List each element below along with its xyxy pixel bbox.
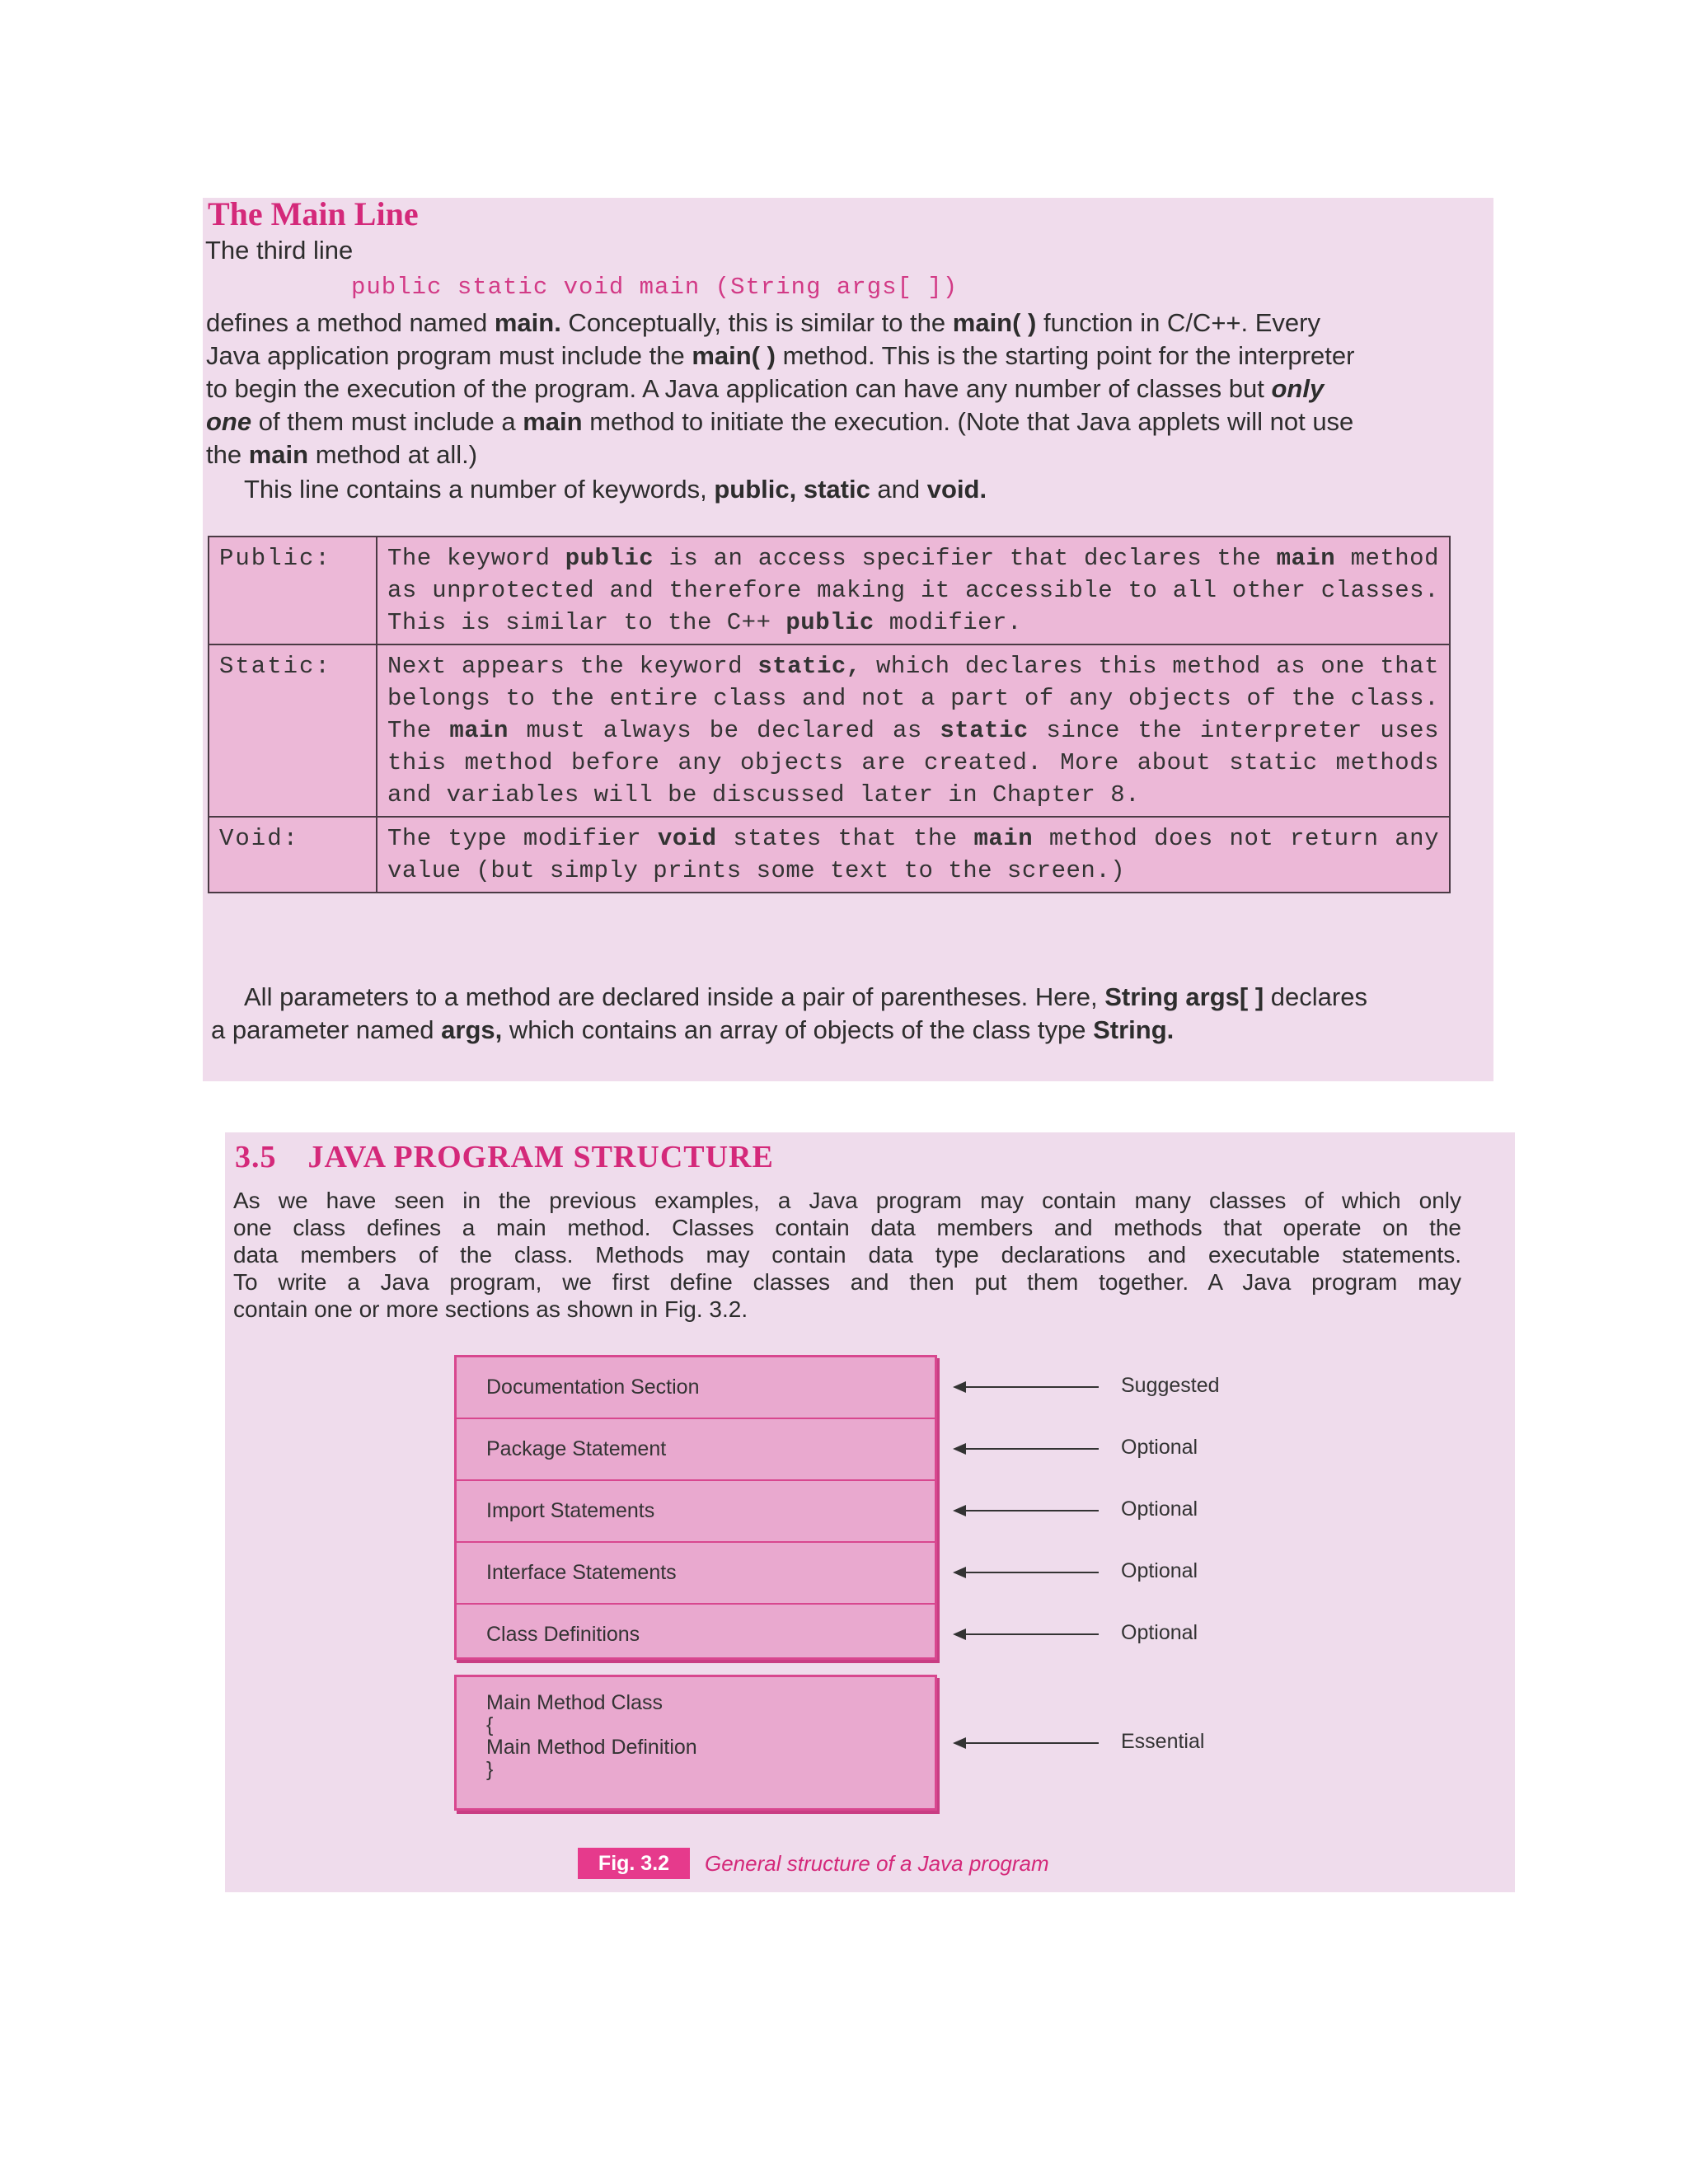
main-block-line: Main Method Definition (486, 1736, 697, 1759)
section-title (235, 1139, 774, 1175)
main-method-paragraph (206, 307, 1459, 471)
intro-line: The third line (205, 236, 354, 265)
bold-term: main (1276, 545, 1336, 572)
bold-term: args, (441, 1015, 503, 1044)
main-method-block (454, 1675, 937, 1811)
arrow-left-icon (954, 1448, 1099, 1450)
bold-term: main( ) (692, 341, 776, 370)
bold-term: String. (1093, 1015, 1175, 1044)
arrow-left-icon (954, 1572, 1099, 1573)
main-line-excerpt (203, 198, 1493, 1081)
section-status: Suggested (1121, 1373, 1220, 1397)
bold-term: static, (757, 653, 861, 680)
bold-term: void. (926, 475, 987, 504)
section-status: Optional (1121, 1558, 1198, 1582)
bold-term: public, static (714, 475, 870, 504)
section-heading: The Main Line (208, 198, 419, 232)
paragraph-line: a parameter named args, which contains an array of objects of the class type String. (211, 1015, 1175, 1044)
section-status: Optional (1121, 1620, 1198, 1644)
keyword-name: Static: (209, 644, 377, 817)
code-line: public static void main (String args[ ]) (351, 274, 959, 301)
arrow-left-icon (954, 1386, 1099, 1388)
structure-section: Interface Statements (457, 1543, 935, 1605)
paragraph-line: To write a Java program, we first define classes and then put them together. A Java program may (233, 1269, 1461, 1295)
section-status: Optional (1121, 1497, 1198, 1521)
bold-term: public (785, 609, 874, 636)
emphasis-term: one (206, 407, 252, 436)
bold-term: main (449, 717, 509, 744)
keyword-table (208, 536, 1451, 893)
arrow-left-icon (954, 1633, 1099, 1635)
structure-section: Import Statements (457, 1481, 935, 1543)
keyword-name: Void: (209, 817, 377, 893)
section-status: Essential (1121, 1730, 1205, 1753)
keyword-description: Next appears the keyword static, which declares this method as one that belongs to the entire class and not a part of any objects of the class. The main must always be declared as static since the interpreter uses this method before any objects are created. More about static methods and variables will be discussed later in Chapter 8. (377, 644, 1450, 817)
bold-term: void (657, 825, 717, 852)
paragraph-lines (206, 307, 1459, 471)
section-title-text: JAVA PROGRAM STRUCTURE (307, 1140, 774, 1174)
bold-term: main. (494, 308, 561, 337)
figure-caption: General structure of a Java program (705, 1851, 1049, 1876)
bold-term: main (248, 440, 309, 469)
paragraph-line: to begin the execution of the program. A Java application can have any number of classes but only (206, 374, 1325, 403)
keyword-description: The keyword public is an access specifier that declares the main method as unprotected and therefore making it accessible to all other classes. This is similar to the C++ public modifier. (377, 537, 1450, 644)
arrow-left-icon (954, 1510, 1099, 1511)
structure-paragraph (233, 1187, 1461, 1323)
structure-diagram (454, 1355, 937, 1660)
program-structure-excerpt (225, 1132, 1515, 1892)
main-block-line: Main Method Class (486, 1691, 663, 1714)
paragraph-line: contain one or more sections as shown in Fig. 3.2. (233, 1296, 748, 1322)
bold-term: String args[ ] (1104, 982, 1264, 1011)
paragraph-line: one class defines a main method. Classes contain data members and methods that operate on the (233, 1215, 1461, 1240)
paragraph-line: As we have seen in the previous examples, a Java program may contain many classes of which only (233, 1188, 1461, 1213)
bold-term: public (565, 545, 654, 572)
structure-section: Package Statement (457, 1419, 935, 1481)
paragraph-line: one of them must include a main method to initiate the execution. (Note that Java applets will not use (206, 407, 1354, 436)
paragraph-line: data members of the class. Methods may contain data type declarations and executable statements. (233, 1242, 1461, 1268)
parameters-paragraph (211, 981, 1472, 1047)
bold-term: main (973, 825, 1034, 852)
arrow-left-icon (954, 1742, 1099, 1744)
paragraph-line: the main method at all.) (206, 440, 478, 469)
structure-section: Documentation Section (457, 1357, 935, 1419)
keyword-row (209, 537, 1450, 644)
section-number: 3.5 (235, 1140, 277, 1174)
keywords-line: This line contains a number of keywords, public, static and void. (244, 475, 987, 504)
figure-badge: Fig. 3.2 (578, 1848, 690, 1879)
structure-section: Class Definitions (486, 1623, 640, 1646)
bold-term: main( ) (952, 308, 1037, 337)
emphasis-term: only (1271, 374, 1325, 403)
keyword-row (209, 644, 1450, 817)
keyword-name: Public: (209, 537, 377, 644)
paragraph-line: Java application program must include the main( ) method. This is the starting point for the interpreter (206, 341, 1355, 370)
section-status: Optional (1121, 1435, 1198, 1459)
main-block-line: } (486, 1758, 494, 1781)
paragraph-line: All parameters to a method are declared inside a pair of parentheses. Here, String args[ ] declares (244, 982, 1367, 1011)
keyword-row (209, 817, 1450, 893)
paragraph-line: defines a method named main. Conceptually, this is similar to the main( ) function in C/C++. Every (206, 308, 1320, 337)
bold-term: main (523, 407, 583, 436)
bold-term: static (940, 717, 1029, 744)
main-block-line: { (486, 1713, 494, 1736)
keyword-description: The type modifier void states that the main method does not return any value (but simply prints some text to the screen.) (377, 817, 1450, 893)
